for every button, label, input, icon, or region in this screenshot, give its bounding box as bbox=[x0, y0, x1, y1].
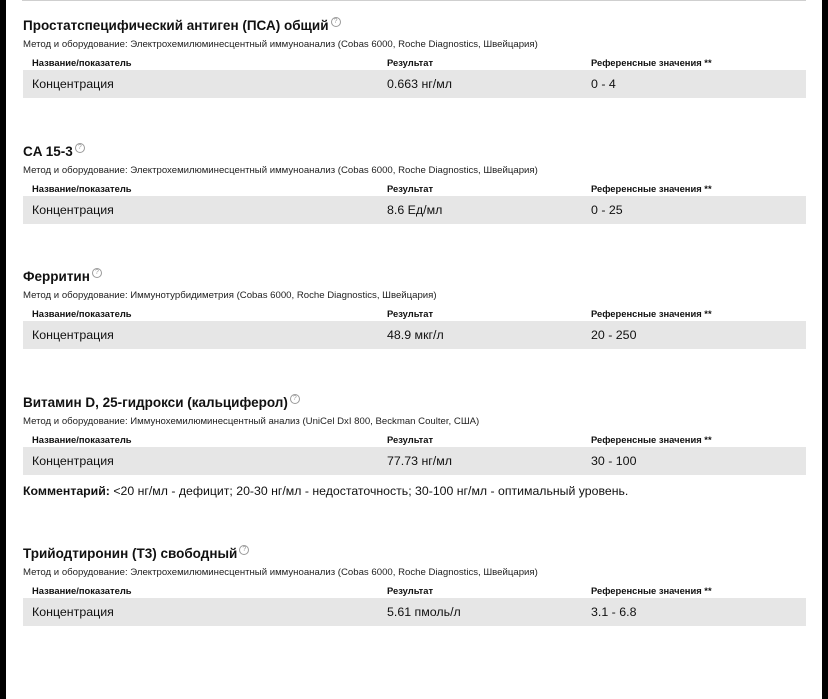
help-icon[interactable]: ? bbox=[239, 545, 249, 555]
table-row bbox=[23, 196, 806, 224]
header-result: Результат bbox=[387, 57, 434, 68]
test-title: Ферритин ? bbox=[23, 268, 806, 286]
test-comment bbox=[23, 483, 806, 499]
header-result: Результат bbox=[387, 183, 434, 194]
header-result: Результат bbox=[387, 585, 434, 596]
comment-text: <20 нг/мл - дефицит; 20-30 нг/мл - недостаточность; 30-100 нг/мл - оптимальный уровень. bbox=[109, 484, 629, 498]
header-name: Название/показатель bbox=[32, 585, 132, 596]
row-result: 5.61 пмоль/л bbox=[387, 605, 461, 619]
header-reference: Референсные значения ** bbox=[591, 57, 712, 68]
header-reference: Референсные значения ** bbox=[591, 183, 712, 194]
top-divider bbox=[22, 0, 806, 1]
test-section-vitamin-d bbox=[23, 394, 806, 499]
table-header bbox=[23, 584, 806, 598]
header-name: Название/показатель bbox=[32, 57, 132, 68]
table-row bbox=[23, 447, 806, 475]
header-result: Результат bbox=[387, 434, 434, 445]
row-name: Концентрация bbox=[32, 605, 114, 619]
test-title: Витамин D, 25-гидрокси (кальциферол) ? bbox=[23, 394, 806, 412]
test-title: CA 15-3 ? bbox=[23, 143, 806, 161]
test-section-psa bbox=[23, 17, 806, 98]
test-section-t3-free bbox=[23, 545, 806, 626]
table-header bbox=[23, 433, 806, 447]
row-reference: 3.1 - 6.8 bbox=[591, 605, 637, 619]
row-result: 8.6 Ед/мл bbox=[387, 203, 443, 217]
row-name: Концентрация bbox=[32, 203, 114, 217]
header-name: Название/показатель bbox=[32, 308, 132, 319]
help-icon[interactable]: ? bbox=[75, 143, 85, 153]
row-name: Концентрация bbox=[32, 77, 114, 91]
row-reference: 30 - 100 bbox=[591, 454, 637, 468]
test-method: Метод и оборудование: Иммунотурбидиметрия (Cobas 6000, Roche Diagnostics, Швейцария) bbox=[23, 290, 437, 301]
header-reference: Референсные значения ** bbox=[591, 585, 712, 596]
test-method: Метод и оборудование: Электрохемилюминесцентный иммуноанализ (Cobas 6000, Roche Diagnostics, Швейцария) bbox=[23, 165, 538, 176]
header-name: Название/показатель bbox=[32, 183, 132, 194]
help-icon[interactable]: ? bbox=[331, 17, 341, 27]
test-method: Метод и оборудование: Иммунохемилюминесцентный анализ (UniCel DxI 800, Beckman Coulter, США) bbox=[23, 416, 480, 427]
test-title: Простатспецифический антиген (ПСА) общий ? bbox=[23, 17, 806, 35]
test-section-ferritin bbox=[23, 268, 806, 349]
lab-results-page bbox=[6, 0, 822, 699]
help-icon[interactable]: ? bbox=[92, 268, 102, 278]
table-header bbox=[23, 56, 806, 70]
test-method: Метод и оборудование: Электрохемилюминесцентный иммуноанализ (Cobas 6000, Roche Diagnostics, Швейцария) bbox=[23, 567, 538, 578]
comment-label: Комментарий: bbox=[23, 484, 110, 498]
test-title: Трийодтиронин (Т3) свободный ? bbox=[23, 545, 806, 563]
help-icon[interactable]: ? bbox=[290, 394, 300, 404]
row-reference: 0 - 4 bbox=[591, 77, 616, 91]
table-header bbox=[23, 307, 806, 321]
table-row bbox=[23, 321, 806, 349]
table-row bbox=[23, 598, 806, 626]
row-result: 48.9 мкг/л bbox=[387, 328, 444, 342]
header-reference: Референсные значения ** bbox=[591, 308, 712, 319]
row-result: 0.663 нг/мл bbox=[387, 77, 453, 91]
test-method: Метод и оборудование: Электрохемилюминесцентный иммуноанализ (Cobas 6000, Roche Diagnostics, Швейцария) bbox=[23, 39, 538, 50]
table-row bbox=[23, 70, 806, 98]
test-section-ca15-3 bbox=[23, 143, 806, 224]
table-header bbox=[23, 182, 806, 196]
row-name: Концентрация bbox=[32, 328, 114, 342]
row-reference: 20 - 250 bbox=[591, 328, 637, 342]
row-reference: 0 - 25 bbox=[591, 203, 623, 217]
header-name: Название/показатель bbox=[32, 434, 132, 445]
header-reference: Референсные значения ** bbox=[591, 434, 712, 445]
row-name: Концентрация bbox=[32, 454, 114, 468]
header-result: Результат bbox=[387, 308, 434, 319]
row-result: 77.73 нг/мл bbox=[387, 454, 453, 468]
